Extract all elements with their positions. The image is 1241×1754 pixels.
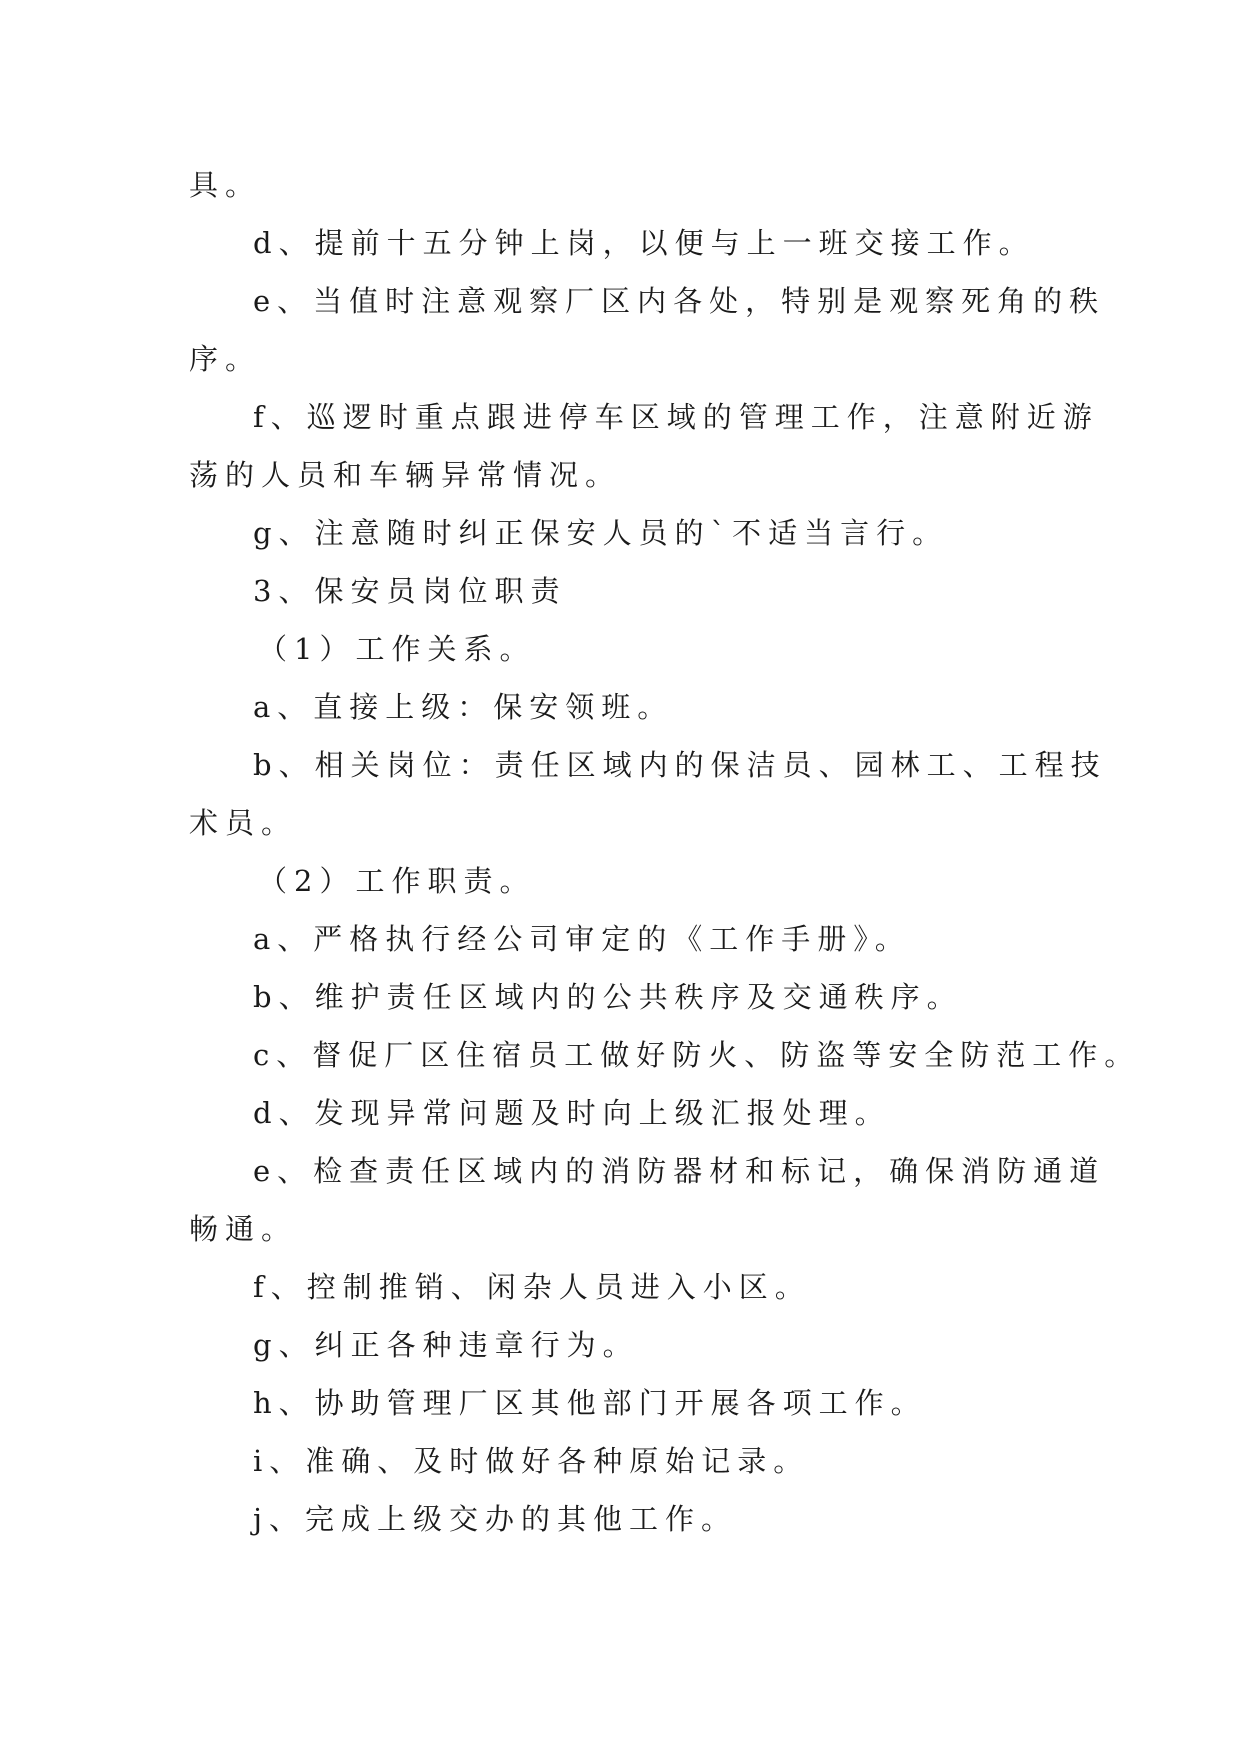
text-line: b、维护责任区域内的公共秩序及交通秩序。 [253,980,963,1014]
text-line: a、直接上级：保安领班。 [253,690,674,724]
text-line: d、发现异常问题及时向上级汇报处理。 [253,1096,891,1130]
section-heading: 3、保安员岗位职责 [253,574,567,608]
text-line: g、纠正各种违章行为。 [253,1328,639,1362]
subsection-heading: （2）工作职责。 [258,864,536,898]
text-line: d、提前十五分钟上岗，以便与上一班交接工作。 [253,226,1035,260]
text-line: 畅通。 [189,1212,298,1246]
text-line: c、督促厂区住宿员工做好防火、防盗等安全防范工作。 [253,1038,1141,1072]
text-line: j、完成上级交办的其他工作。 [253,1502,737,1536]
text-line: 具。 [189,168,262,202]
text-line: 荡的人员和车辆异常情况。 [189,458,622,492]
text-line: f、控制推销、闲杂人员进入小区。 [253,1270,811,1304]
text-line: e、当值时注意观察厂区内各处，特别是观察死角的秩 [253,284,1106,318]
subsection-heading: （1）工作关系。 [258,632,536,666]
text-line: 术员。 [189,806,298,840]
text-line: g、注意随时纠正保安人员的`不适当言行。 [253,516,949,550]
text-line: f、巡逻时重点跟进停车区域的管理工作，注意附近游 [253,400,1099,434]
text-line: b、相关岗位：责任区域内的保洁员、园林工、工程技 [253,748,1107,782]
text-line: 序。 [189,342,262,376]
text-line: i、准确、及时做好各种原始记录。 [253,1444,810,1478]
text-line: h、协助管理厂区其他部门开展各项工作。 [253,1386,927,1420]
text-line: e、检查责任区域内的消防器材和标记，确保消防通道 [253,1154,1106,1188]
text-line: a、严格执行经公司审定的《工作手册》。 [253,922,911,956]
